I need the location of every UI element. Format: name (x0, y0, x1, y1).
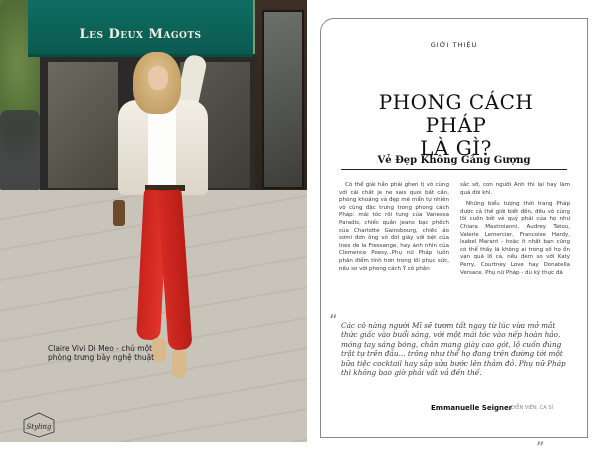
article-subtitle: Vẻ Đẹp Không Gắng Gượng (377, 155, 531, 166)
subtitle-divider (341, 169, 567, 170)
shoe-right (172, 350, 186, 378)
body-paragraph: Những biểu tượng thời trang Pháp được cả thế giới biết đến, đều vô cùng lôi cuốn bởi vẻ quý phái của họ như Chiara Mastroianni, Audrey Tatou, Valerie Lemercier, Francoise Hardy, Isabel Marant - hoặc ít nhất bạn cũng có thể thấy lá không ai trong số họ ồn vạn quá lố cả, nếu đem so với Katy Perry, Courtney Love hay Donatella Versace. Phụ nữ Pháp - dù kỹ thực đã (460, 201, 570, 276)
quote-author: Emmanuelle Seigner (431, 404, 513, 412)
quote-author-role: DIỄN VIÊN, CA SĨ (511, 405, 553, 411)
body-column-2 (460, 182, 570, 281)
logo-text: Styling (26, 423, 52, 431)
article-title (351, 91, 561, 160)
cafe-awning (28, 0, 253, 57)
title-line-2: LÀ GÌ? (420, 136, 492, 160)
open-quote-mark: “ (329, 311, 338, 330)
photo-caption: Claire Vivi Di Meo - chủ một phòng trưng bày nghệ thuật (48, 344, 155, 362)
cafe-window-left (48, 62, 118, 188)
body-paragraph: Có thể giải hẳn phải ghen tị vô cùng với cái chất je ne sais quoi bất cần, phóng khoáng và đẹp mê mẩn tự nhiên vô cùng đặc trưng trong phong cách Pháp: mái tóc rối tung của Vanessa Paradis, chiếc quần jeans bạc phếch của Charlotte Gainsbourg, chiếc áo sơmi đơn ông vô đơi giày với bệt của Ines de la Fressange, hay ảnh nhìn của Clemence Poesy...Phụ nữ Pháp luôn phân điểm tính hơn trong lối phục sức, nếu so với phong cách Ý cô phân (339, 182, 449, 272)
building-window (262, 10, 304, 189)
background-pedestrians (0, 110, 40, 190)
body-paragraph: sắc sỡ, con người Anh thì lại hay làm quá đòi khi. (460, 182, 570, 196)
body-column-1 (339, 182, 449, 277)
awning-text: Les Deux Magots (79, 27, 202, 42)
street-photo (0, 0, 307, 442)
section-kicker: GIỚI THIỆU (430, 41, 478, 49)
woman-shirt (148, 105, 176, 185)
clutch-bag (113, 200, 125, 226)
title-line-1: PHONG CÁCH PHÁP (378, 90, 534, 137)
close-quote-mark: ” (536, 438, 545, 457)
article-card (320, 18, 588, 457)
woman-face (148, 66, 168, 90)
styling-logo (22, 412, 56, 438)
pull-quote-text: Các cô nàng người Mĩ sẽ tươm tất ngay từ lúc vừa mở mắt thức giấc vào buổi sáng, với một mái tóc vào nếp hoàn hảo, móng tay sáng bóng, chân mang giày cao gót, lộ cuốn đúng trật tự trên đầu... trông như thể họ đang trên đường tới một bữa tiệc cocktail hay sắp sửa bước lên thảm đỏ. Phụ nữ Pháp thì không bao giờ phải vất vả đến thế. (341, 321, 566, 378)
